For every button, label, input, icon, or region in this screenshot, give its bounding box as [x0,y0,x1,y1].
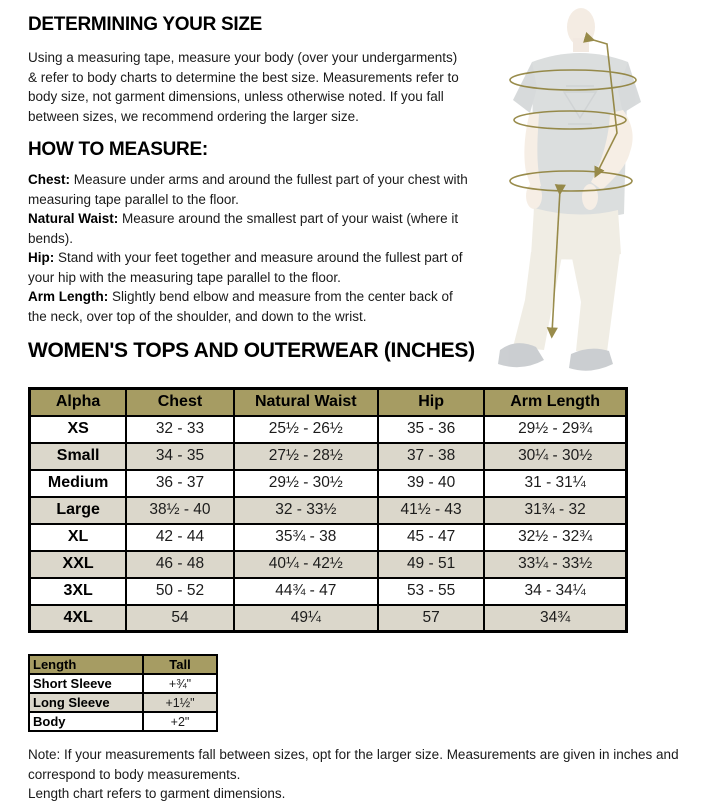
size-table-header-row [30,389,627,416]
length-label: Body [29,712,143,731]
arm-range: 31 - 31¼ [484,470,626,497]
col-header-alpha: Alpha [30,389,127,416]
intro-paragraph: Using a measuring tape, measure your body (over your undergarments) & refer to body charts to determine the best size. Measurements refer to body size, not garment dimensions, unless otherwise noted. If you fall between sizes, we recommend ordering the larger size. [28,50,459,124]
arm-range: 34 - 34¼ [484,578,626,605]
size-label: Small [30,443,127,470]
chest-range: 54 [126,605,233,632]
measure-term: Arm Length: [28,289,109,304]
waist-range: 25½ - 26½ [234,416,378,443]
arm-range: 33¼ - 33½ [484,551,626,578]
length-table-header-row [29,655,217,674]
size-table-title: WOMEN'S TOPS AND OUTERWEAR (INCHES) [28,339,475,362]
hip-range: 49 - 51 [378,551,484,578]
tall-value: +2" [143,712,217,731]
length-label: Long Sleeve [29,693,143,712]
size-row-3xl [30,578,627,605]
womens-tops-size-table [28,387,628,633]
arm-range: 30¼ - 30½ [484,443,626,470]
size-label: 3XL [30,578,127,605]
measure-desc: Measure around the smallest part of your waist (where it bends). [28,211,459,246]
size-label: Medium [30,470,127,497]
waist-range: 29½ - 30½ [234,470,378,497]
chest-range: 50 - 52 [126,578,233,605]
measure-item-arm [28,287,472,326]
arm-range: 32½ - 32¾ [484,524,626,551]
measure-instructions [28,170,472,326]
arm-range: 34¾ [484,605,626,632]
hip-range: 45 - 47 [378,524,484,551]
col-header-tall: Tall [143,655,217,674]
waist-range: 32 - 33½ [234,497,378,524]
measure-desc: Measure under arms and around the fullest part of your chest with measuring tape parallel to the floor. [28,172,468,207]
size-row-xl [30,524,627,551]
size-label: XL [30,524,127,551]
measure-term: Hip: [28,250,55,265]
col-header-hip: Hip [378,389,484,416]
chest-range: 32 - 33 [126,416,233,443]
size-label: 4XL [30,605,127,632]
length-row-long-sleeve [29,693,217,712]
measure-desc: Slightly bend elbow and measure from the center back of the neck, over top of the shoulder, and down to the wrist. [28,289,453,324]
size-label: XS [30,416,127,443]
chest-range: 46 - 48 [126,551,233,578]
size-row-small [30,443,627,470]
hip-range: 57 [378,605,484,632]
measure-term: Natural Waist: [28,211,119,226]
sizing-note: Note: If your measurements fall between sizes, opt for the larger size. Measurements are given in inches and correspond to body measurements. [28,747,679,782]
length-chart-note: Length chart refers to garment dimensions. [28,786,286,801]
measure-term: Chest: [28,172,71,187]
waist-range: 49¼ [234,605,378,632]
hip-range: 37 - 38 [378,443,484,470]
chest-range: 42 - 44 [126,524,233,551]
tall-value: +¾" [143,674,217,693]
waist-range: 35¾ - 38 [234,524,378,551]
hip-range: 39 - 40 [378,470,484,497]
hip-range: 41½ - 43 [378,497,484,524]
waist-range: 27½ - 28½ [234,443,378,470]
arm-range: 29½ - 29¾ [484,416,626,443]
size-row-xs [30,416,627,443]
chest-range: 34 - 35 [126,443,233,470]
length-tall-table [28,654,218,732]
size-row-4xl [30,605,627,632]
tall-value: +1½" [143,693,217,712]
measure-item-waist [28,209,472,248]
col-header-chest: Chest [126,389,233,416]
waist-range: 44¾ - 47 [234,578,378,605]
size-label: XXL [30,551,127,578]
size-row-large [30,497,627,524]
measure-desc: Stand with your feet together and measure around the fullest part of your hip with the measuring tape parallel to the floor. [28,250,463,285]
hip-range: 35 - 36 [378,416,484,443]
measure-item-chest [28,170,472,209]
waist-range: 40¼ - 42½ [234,551,378,578]
chest-range: 38½ - 40 [126,497,233,524]
size-row-xxl [30,551,627,578]
size-label: Large [30,497,127,524]
length-row-body [29,712,217,731]
length-row-short-sleeve [29,674,217,693]
chest-range: 36 - 37 [126,470,233,497]
footnotes [28,745,718,804]
arm-range: 31¾ - 32 [484,497,626,524]
hip-range: 53 - 55 [378,578,484,605]
col-header-length: Length [29,655,143,674]
how-to-measure-title: HOW TO MEASURE: [28,139,208,160]
length-label: Short Sleeve [29,674,143,693]
col-header-arm-length: Arm Length [484,389,626,416]
col-header-natural-waist: Natural Waist [234,389,378,416]
measure-item-hip [28,248,472,287]
page-title: DETERMINING YOUR SIZE [28,14,263,35]
size-row-medium [30,470,627,497]
